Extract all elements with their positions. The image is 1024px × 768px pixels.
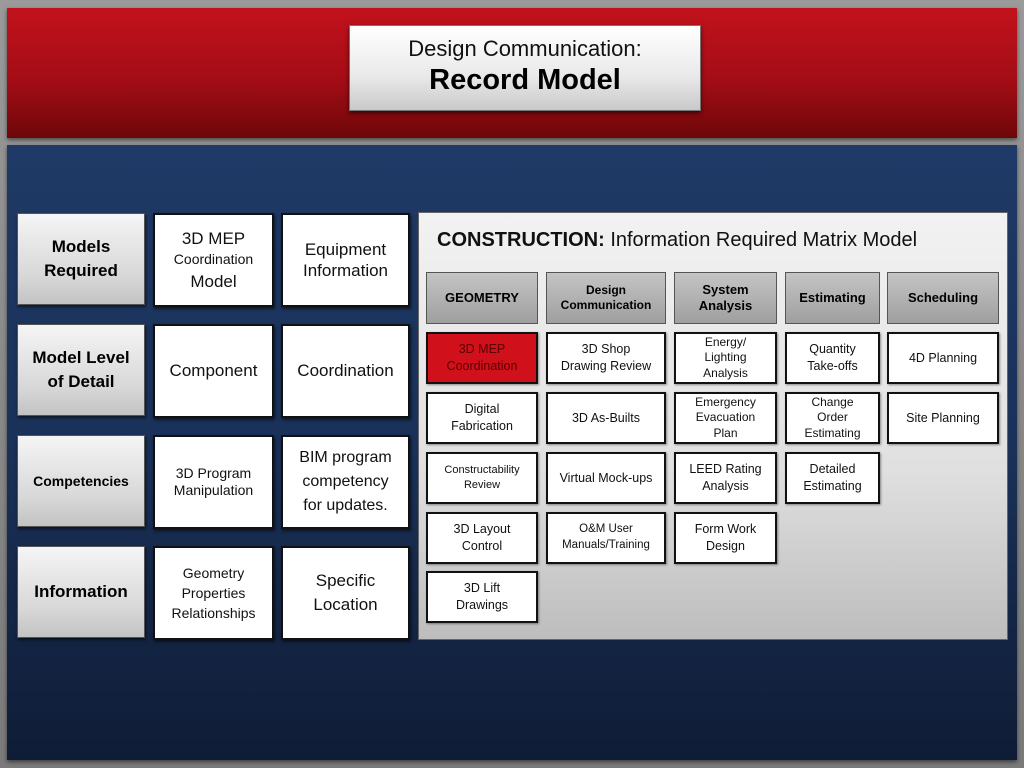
row-label-models-required bbox=[17, 213, 145, 305]
matrix-item-emergency-evacuation-plan: Emergency Evacuation Plan bbox=[674, 392, 777, 444]
row-label-information bbox=[17, 546, 145, 638]
cell-3d-program-manipulation: 3D Program Manipulation bbox=[153, 435, 274, 529]
matrix-title-bold: CONSTRUCTION: bbox=[437, 229, 605, 251]
matrix-item-change-order-estimating: Change Order Estimating bbox=[785, 392, 880, 444]
column-header-design-communication: Design Communication bbox=[546, 272, 666, 324]
matrix-item-virtual-mock-ups: Virtual Mock-ups bbox=[546, 452, 666, 504]
cell-coordination: Coordination bbox=[281, 324, 410, 418]
matrix-item-detailed-estimating: Detailed Estimating bbox=[785, 452, 880, 504]
cell-equipment-information: Equipment Information bbox=[281, 213, 410, 307]
column-header-scheduling: Scheduling bbox=[887, 272, 999, 324]
matrix-item-site-planning: Site Planning bbox=[887, 392, 999, 444]
matrix-item-3d-mep-coordination: 3D MEP Coordination bbox=[426, 332, 538, 384]
column-header-estimating: Estimating bbox=[785, 272, 880, 324]
page-title: Record Model bbox=[429, 64, 621, 96]
matrix-item-energy-lighting-analysis: Energy/ Lighting Analysis bbox=[674, 332, 777, 384]
matrix-item-3d-as-builts: 3D As-Builts bbox=[546, 392, 666, 444]
matrix-item-constructability-review: Constructability Review bbox=[426, 452, 538, 504]
cell-text-coordination: Coordination bbox=[173, 251, 254, 268]
row-label-model-lod bbox=[17, 324, 145, 416]
column-header-system-analysis: System Analysis bbox=[674, 272, 777, 324]
matrix-item-leed-rating-analysis: LEED Rating Analysis bbox=[674, 452, 777, 504]
row-label-text: Competencies bbox=[33, 473, 129, 489]
matrix-item-form-work-design: Form Work Design bbox=[674, 512, 777, 564]
cell-component: Component bbox=[153, 324, 274, 418]
matrix-title bbox=[437, 229, 917, 252]
matrix-item-3d-lift-drawings: 3D Lift Drawings bbox=[426, 571, 538, 623]
cell-models-mep bbox=[153, 213, 274, 307]
row-label-text: Model Level of Detail bbox=[32, 348, 130, 391]
row-label-text: Models Required bbox=[44, 237, 118, 280]
cell-bim-program-competency: BIM program competency for updates. bbox=[281, 435, 410, 529]
page-subtitle: Design Communication: bbox=[408, 36, 642, 61]
matrix-item-om-user-manuals: O&M User Manuals/Training bbox=[546, 512, 666, 564]
matrix-item-4d-planning: 4D Planning bbox=[887, 332, 999, 384]
column-header-geometry: GEOMETRY bbox=[426, 272, 538, 324]
matrix-title-rest: Information Required Matrix Model bbox=[604, 229, 918, 251]
matrix-item-3d-layout-control: 3D Layout Control bbox=[426, 512, 538, 564]
cell-specific-location: Specific Location bbox=[281, 546, 410, 640]
title-box bbox=[349, 25, 701, 111]
matrix-item-quantity-take-offs: Quantity Take-offs bbox=[785, 332, 880, 384]
cell-text-model: Model bbox=[190, 271, 237, 291]
cell-text-3d-mep: 3D MEP bbox=[181, 229, 246, 248]
row-label-competencies bbox=[17, 435, 145, 527]
row-label-text: Information bbox=[34, 582, 128, 601]
matrix-item-digital-fabrication: Digital Fabrication bbox=[426, 392, 538, 444]
cell-geometry-properties: Geometry Properties Relationships bbox=[153, 546, 274, 640]
matrix-item-3d-shop-drawing-review: 3D Shop Drawing Review bbox=[546, 332, 666, 384]
